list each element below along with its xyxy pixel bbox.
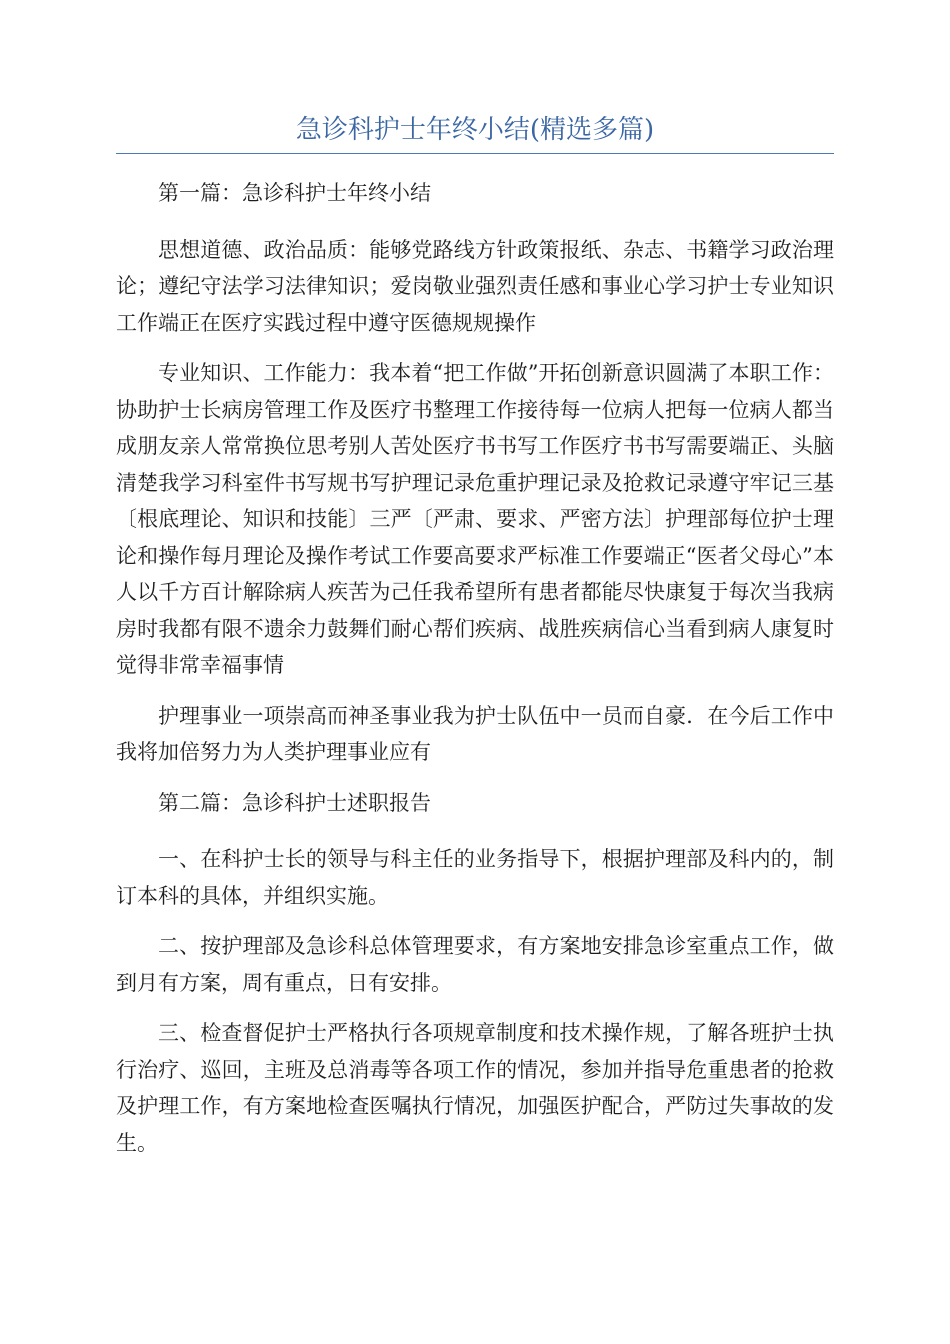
section-heading-1: 第一篇：急诊科护士年终小结 <box>158 181 431 205</box>
document-title: 急诊科护士年终小结(精选多篇) <box>295 115 655 145</box>
paragraph-6: 三、检查督促护士严格执行各项规章制度和技术操作规，了解各班护士执行治疗、巡回，主班及总消毒等各项工作的情况，参加并指导危重患者的抢救及护理工作，有方案地检查医嘱执行情况，加强医护配合，严防过失事故的发生。 <box>116 1021 834 1155</box>
paragraph-4: 一、在科护士长的领导与科主任的业务指导下，根据护理部及科内的，制订本科的具体，并组织实施。 <box>116 847 834 908</box>
paragraph-2: 专业知识、工作能力：我本着“把工作做”开拓创新意识圆满了本职工作：协助护士长病房管理工作及医疗书整理工作接待每一位病人把每一位病人都当成朋友亲人常常换位思考别人苦处医疗书书写工作医疗书书写需要端正、头脑清楚我学习科室件书写规书写护理记录危重护理记录及抢救记录遵守牢记三基〔根底理论、知识和技能〕三严〔严肃、要求、严密方法〕护理部每位护士理论和操作每月理论及操作考试工作要高要求严标准工作要端正“医者父母心”本人以千方百计解除病人疾苦为己任我希望所有患者都能尽快康复于每次当我病房时我都有限不遗余力鼓舞们耐心帮们疾病、战胜疾病信心当看到病人康复时觉得非常幸福事情 <box>116 361 834 677</box>
paragraph-1: 思想道德、政治品质：能够党路线方针政策报纸、杂志、书籍学习政治理论；遵纪守法学习法律知识；爱岗敬业强烈责任感和事业心学习护士专业知识工作端正在医疗实践过程中遵守医德规规操作 <box>116 237 834 335</box>
document-body <box>116 175 834 1175</box>
title-underline <box>116 153 834 154</box>
paragraph-3: 护理事业一项崇高而神圣事业我为护士队伍中一员而自豪．在今后工作中我将加倍努力为人类护理事业应有 <box>116 703 834 764</box>
section-heading-2: 第二篇：急诊科护士述职报告 <box>158 790 431 815</box>
paragraph-5: 二、按护理部及急诊科总体管理要求，有方案地安排急诊室重点工作，做到月有方案，周有重点，日有安排。 <box>116 934 834 995</box>
